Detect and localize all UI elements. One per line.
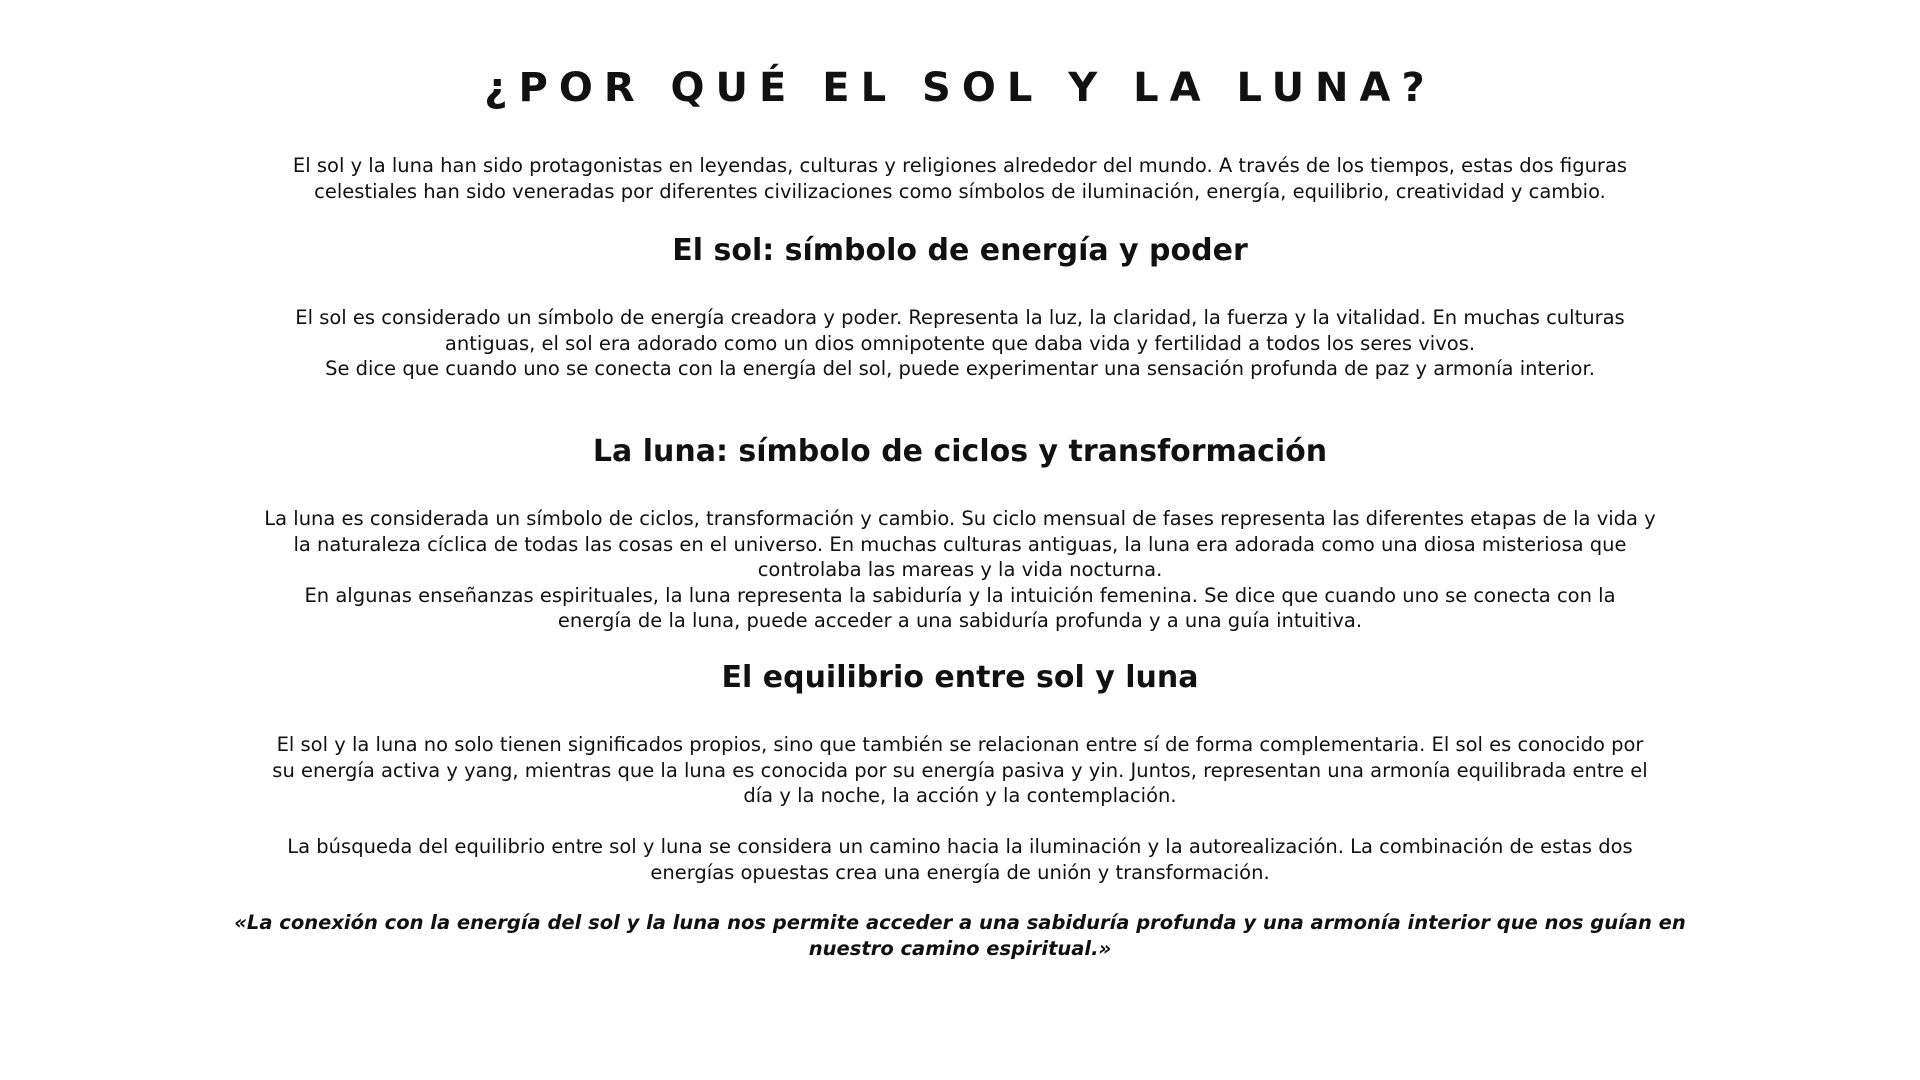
- paragraph-line: El sol es considerado un símbolo de energía creadora y poder. Representa la luz, la claridad, la fuerza y la vitalidad. En muchas culturas: [295, 306, 1625, 329]
- paragraph-line: energía de la luna, puede acceder a una sabiduría profunda y a una guía intuitiva.: [557, 609, 1363, 632]
- section-paragraph-equilibrio-2: [200, 834, 1720, 885]
- section-paragraph-luna: [200, 506, 1720, 634]
- section-heading-equilibrio: El equilibrio entre sol y luna: [721, 660, 1199, 695]
- paragraph-line: El sol y la luna no solo tienen significados propios, sino que también se relacionan entre sí de forma complementaria. El sol es conocido por: [276, 733, 1644, 756]
- paragraph-line: La luna es considerada un símbolo de ciclos, transformación y cambio. Su ciclo mensual de fases representa las diferentes etapas de la vida y: [264, 507, 1656, 530]
- paragraph-line: energías opuestas crea una energía de unión y transformación.: [650, 860, 1270, 884]
- closing-quote: [200, 910, 1720, 961]
- paragraph-line: su energía activa y yang, mientras que la luna es conocida por su energía pasiva y yin. Juntos, representan una armonía equilibrada entre el: [272, 758, 1648, 782]
- section-heading-luna: La luna: símbolo de ciclos y transformación: [592, 434, 1328, 469]
- intro-line: El sol y la luna han sido protagonistas en leyendas, culturas y religiones alrededor del mundo. A través de los tiempos, estas dos figuras: [292, 154, 1628, 177]
- intro-paragraph: [200, 153, 1720, 204]
- section-paragraph-equilibrio: [200, 732, 1720, 809]
- paragraph-line: la naturaleza cíclica de todas las cosas en el universo. En muchas culturas antiguas, la luna era adorada como una diosa misteriosa que: [293, 532, 1627, 556]
- paragraph-line: Se dice que cuando uno se conecta con la energía del sol, puede experimentar una sensación profunda de paz y armonía interior.: [325, 357, 1595, 380]
- paragraph-line: En algunas enseñanzas espirituales, la luna representa la sabiduría y la intuición femenina. Se dice que cuando uno se conecta con la: [304, 583, 1616, 607]
- quote-line: «La conexión con la energía del sol y la luna nos permite acceder a una sabiduría profunda y una armonía interior que nos guían en: [234, 911, 1686, 934]
- paragraph-line: antiguas, el sol era adorado como un dios omnipotente que daba vida y fertilidad a todos los seres vivos.: [444, 331, 1476, 355]
- paragraph-line: La búsqueda del equilibrio entre sol y luna se considera un camino hacia la iluminación y la autorealización. La combinación de estas dos: [287, 835, 1633, 858]
- intro-line: celestiales han sido veneradas por diferentes civilizaciones como símbolos de iluminación, energía, equilibrio, creatividad y cambio.: [314, 179, 1606, 203]
- section-paragraph-sol: [200, 305, 1720, 382]
- paragraph-line: controlaba las mareas y la vida nocturna.: [757, 558, 1163, 581]
- quote-line: nuestro camino espiritual.»: [808, 936, 1112, 960]
- page-title: ¿POR QUÉ EL SOL Y LA LUNA?: [484, 65, 1436, 111]
- section-heading-sol: El sol: símbolo de energía y poder: [672, 233, 1248, 268]
- paragraph-line: día y la noche, la acción y la contemplación.: [743, 784, 1177, 807]
